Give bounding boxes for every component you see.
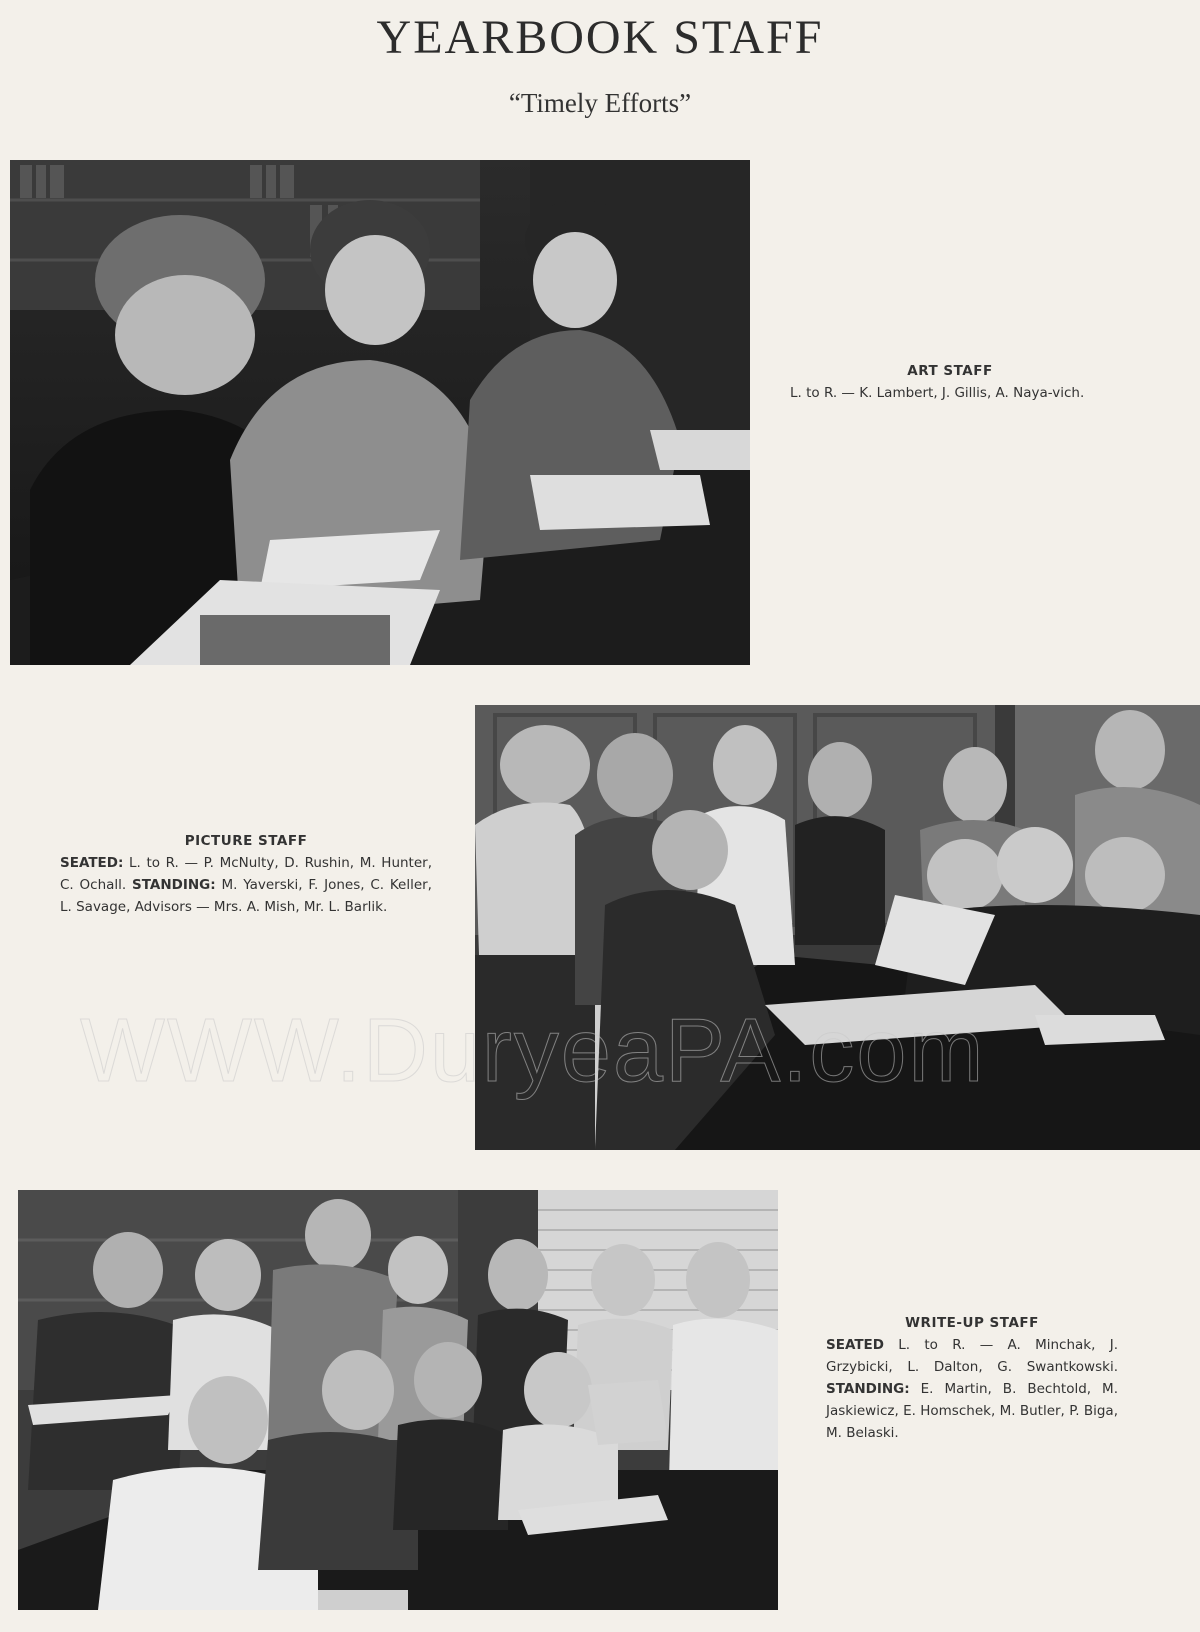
picture-staff-caption bbox=[60, 830, 432, 918]
picture-staff-heading: PICTURE STAFF bbox=[184, 833, 308, 849]
writeup-staff-heading: WRITE-UP STAFF bbox=[905, 1315, 1039, 1331]
picture-staff-photo bbox=[475, 705, 1200, 1150]
picture-staff-seated-label: SEATED: bbox=[60, 855, 124, 871]
writeup-staff-caption bbox=[826, 1312, 1118, 1444]
writeup-staff-seated-names: L. to R. — A. Minchak, J. Grzybicki, L. Dalton, G. Swantkowski. bbox=[826, 1337, 1118, 1375]
art-staff-photo bbox=[10, 160, 750, 665]
art-staff-names: L. to R. — K. Lambert, J. Gillis, A. Naya-vich. bbox=[790, 385, 1085, 401]
picture-staff-standing-label: STANDING: bbox=[132, 877, 216, 893]
art-staff-caption bbox=[790, 360, 1110, 404]
page-title: YEARBOOK STAFF bbox=[376, 11, 824, 64]
page-subtitle: “Timely Efforts” bbox=[508, 88, 692, 118]
writeup-staff-photo bbox=[18, 1190, 778, 1610]
writeup-staff-seated-label: SEATED bbox=[826, 1337, 884, 1353]
writeup-staff-standing-names: E. Martin, B. Bechtold, M. Jaskiewicz, E. Homschek, M. Butler, P. Biga, M. Belaski. bbox=[826, 1381, 1118, 1441]
writeup-staff-standing-label: STANDING: bbox=[826, 1381, 910, 1397]
picture-staff-seated-names: L. to R. — P. McNulty, D. Rushin, M. Hunter, C. Ochall. bbox=[60, 855, 432, 893]
art-staff-heading: ART STAFF bbox=[907, 363, 993, 379]
picture-staff-standing-names: M. Yaverski, F. Jones, C. Keller, L. Savage, Advisors — Mrs. A. Mish, Mr. L. Barlik. bbox=[60, 877, 432, 915]
